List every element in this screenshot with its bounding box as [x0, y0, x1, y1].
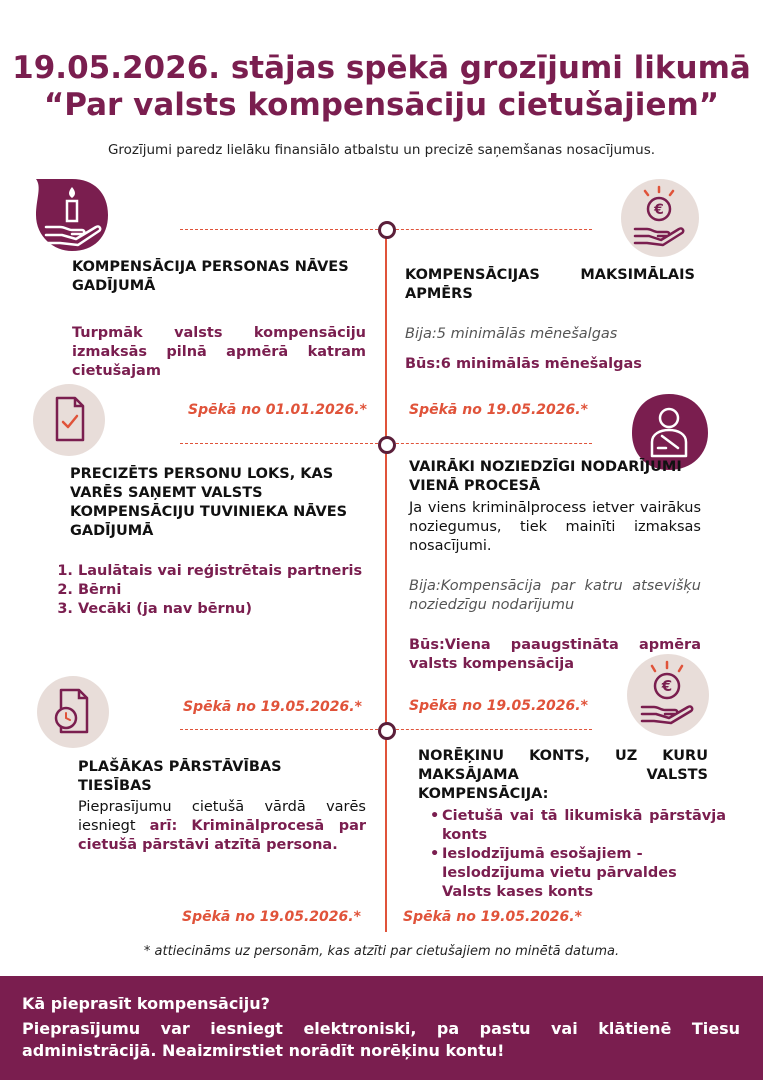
section-4-heading: VAIRĀKI NOZIEDZĪGI NODARĪJUMI VIENĀ PROCESĀ [409, 459, 682, 494]
footer-heading: Kā pieprasīt kompensāciju? [22, 994, 270, 1013]
list-item: 3. Vecāki (ja nav bērnu) [78, 600, 396, 619]
section-3-heading: PRECIZĒTS PERSONU LOKS, KAS VARĒS SAŅEMT VALSTS KOMPENSĀCIJU TUVINIEKA NĀVES GADĪJUMĀ [70, 466, 348, 539]
timeline-dash-1l [180, 229, 378, 230]
section-6-heading: NORĒĶINU KONTS, UZ KURU MAKSĀJAMA VALSTS KOMPENSĀCIJA: [418, 748, 708, 802]
section-2-new: Būs:6 minimālās mēnešalgas [405, 356, 642, 372]
list-item: • Ieslodzījumā esošajiem - Ieslodzījuma vietu pārvaldes Valsts kases konts [430, 845, 726, 902]
list-item: 1. Laulātais vai reģistrētais partneris [78, 562, 396, 581]
section-5-text-purple: Kriminālprocesā par cietušā pārstāvi atzītā persona. [78, 818, 367, 853]
title-line-2: “Par valsts kompensāciju cietušajiem” [43, 87, 720, 123]
document-check-icon [33, 384, 105, 456]
footer-text: Pieprasījumu var iesniegt elektroniski, pa pastu vai klātienē Tiesu administrācijā. Neaizmirstiet norādīt norēķinu kontu! [22, 1019, 740, 1060]
svg-text:€: € [661, 677, 673, 695]
section-5-effective: Spēkā no 19.05.2026.* [182, 909, 361, 925]
section-1-text: Turpmāk valsts kompensāciju izmaksās pilnā apmērā katram cietušajam [72, 325, 366, 379]
section-4-new: Būs:Viena paaugstināta apmēra valsts kompensācija [409, 637, 701, 672]
section-1-heading: KOMPENSĀCIJA PERSONAS NĀVES GADĪJUMĀ [72, 259, 349, 294]
timeline-dash-3l [180, 729, 378, 730]
section-2-effective: Spēkā no 19.05.2026.* [409, 402, 588, 418]
section-5-text [78, 798, 366, 855]
footnote: * attiecināms uz personām, kas atzīti par cietušajiem no minētā datuma. [143, 944, 620, 959]
section-2-old: Bija:5 minimālās mēnešalgas [405, 326, 618, 342]
timeline-dash-3r [396, 729, 592, 730]
title-line-1: 19.05.2026. stājas spēkā grozījumi likumā [12, 50, 751, 86]
timeline-dash-2l [180, 443, 378, 444]
section-4-effective: Spēkā no 19.05.2026.* [409, 698, 588, 714]
section-5-heading: PLAŠĀKAS PĀRSTĀVĪBAS TIESĪBAS [78, 759, 282, 794]
section-6-effective: Spēkā no 19.05.2026.* [403, 909, 582, 925]
section-3-list [50, 562, 396, 619]
footer-banner [0, 976, 763, 1080]
section-3-effective: Spēkā no 19.05.2026.* [183, 699, 362, 715]
list-item: • Cietušā vai tā likumiskā pārstāvja konts [430, 807, 726, 845]
svg-text:€: € [654, 202, 664, 218]
timeline-node-2 [378, 436, 396, 454]
list-item: 2. Bērni [78, 581, 396, 600]
timeline-dash-1r [396, 229, 592, 230]
section-6-list [414, 807, 726, 902]
section-5-text-main: Pieprasījumu cietušā vārdā varēs iesniegt [78, 799, 366, 834]
document-clock-icon [37, 676, 109, 748]
section-1-effective: Spēkā no 01.01.2026.* [188, 402, 367, 418]
timeline-dash-2r [396, 443, 592, 444]
page-subtitle: Grozījumi paredz lielāku finansiālo atbalstu un precizē saņemšanas nosacījumus. [107, 142, 656, 158]
section-5-text-em: arī: [149, 818, 178, 834]
section-2-heading: KOMPENSĀCIJAS MAKSIMĀLAIS APMĒRS [405, 267, 695, 302]
euro-hand-icon-1 [621, 179, 699, 257]
section-4-text: Ja viens kriminālprocess ietver vairākus noziegumus, tiek mainīti izmaksas nosacījumi. [409, 500, 701, 554]
page-title [0, 50, 763, 124]
timeline-node-3 [378, 722, 396, 740]
candle-hand-icon [32, 175, 112, 255]
section-4-old: Bija:Kompensācija par katru atsevišķu noziedzīgu nodarījumu [409, 578, 701, 613]
timeline-node-1 [378, 221, 396, 239]
